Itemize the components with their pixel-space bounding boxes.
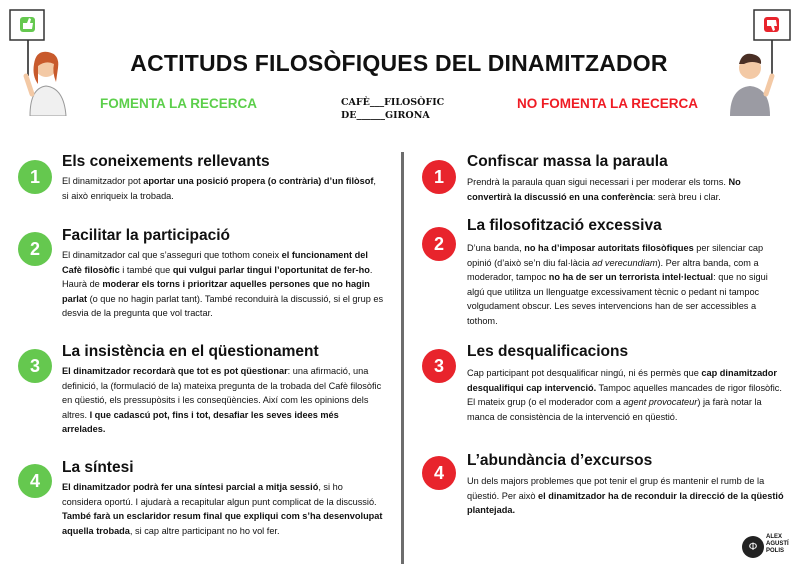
- cafe-filosofic-logo: [341, 96, 444, 122]
- no-fomenta-heading: NO FOMENTA LA RECERCA: [517, 96, 698, 111]
- number-badge: 1: [422, 160, 456, 194]
- author-logo-icon: Φ: [742, 536, 764, 558]
- number-badge: 2: [422, 227, 456, 261]
- number-badge: 1: [18, 160, 52, 194]
- italic-text: ad verecundiam: [592, 257, 658, 268]
- item-title: La síntesi: [62, 459, 134, 476]
- plain-text: El dinamitzador pot: [62, 176, 144, 186]
- bold-text: qui vulgui parlar tingui l’oportunitat de fer-ho: [172, 264, 370, 275]
- italic-text: agent provocateur: [623, 397, 698, 408]
- plain-text: : que no sigui algú que utilitza un llenguatge excessivament tècnic o pedant ni tampoc volgudament obscur. Les seves intervencions han de ser accessibles a tothom.: [467, 272, 768, 326]
- plain-text: D’una banda,: [467, 243, 525, 253]
- bold-text: no ha de ser un terrorista intel·lectual: [548, 272, 714, 283]
- number-badge: 3: [422, 349, 456, 383]
- item-text: [467, 241, 785, 329]
- item-text: [62, 248, 384, 321]
- item-title: Els coneixements rellevants: [62, 153, 270, 170]
- item-title: Confiscar massa la paraula: [467, 153, 668, 170]
- author-line-1: ALEX: [766, 534, 783, 540]
- plain-text: ) ja farà notar la manca de consistència de la intervenció en qüestió.: [467, 397, 762, 422]
- fomenta-heading: FOMENTA LA RECERCA: [100, 96, 257, 111]
- plain-text: , si això enriqueix la trobada.: [62, 176, 376, 201]
- plain-text: . Haurà de: [62, 264, 373, 290]
- bold-text: El dinamitzador recordarà que tot es pot qüestionar: [62, 366, 288, 376]
- item-text: [62, 480, 384, 538]
- author-name: [766, 534, 789, 555]
- plain-text: : serà breu i clar.: [652, 191, 721, 202]
- plain-text: (o que no hagin parlat tant). També reconduirà la discussió, si el grup es desvia de la pregunta que vol tractar.: [62, 293, 384, 319]
- plain-text: Un dels majors problemes que pot tenir el grup és mantenir el rumb de la qüestió. Per això: [467, 476, 765, 501]
- plain-text: El dinamitzador cal que s’asseguri que tothom coneix: [62, 250, 282, 260]
- item-title: L’abundància d’excursos: [467, 452, 653, 469]
- plain-text: Prendrà la paraula quan sigui necessari i per moderar els torns.: [467, 177, 729, 187]
- item-title: Facilitar la participació: [62, 227, 230, 244]
- item-text: [62, 174, 382, 203]
- plain-text: i també que: [119, 264, 173, 275]
- column-divider: [401, 152, 404, 564]
- plain-text: per silenciar cap opinió (d’això se’n diu fal·làcia: [467, 243, 764, 268]
- plain-text: Tampoc aquelles mancades de rigor filosòfic. El mateix grup (o el moderador com a: [467, 382, 782, 408]
- logo-line-2: DE______GIRONA: [341, 110, 430, 121]
- item-text: [467, 474, 785, 518]
- item-title: La filosofització excessiva: [467, 217, 662, 234]
- author-line-3: POLIS: [766, 548, 785, 554]
- page-title: ACTITUDS FILOSÒFIQUES DEL DINAMITZADOR: [130, 50, 668, 76]
- plain-text: , si cap altre participant no ho vol fer.: [129, 525, 280, 536]
- author-line-2: AGUSTÍ: [766, 541, 789, 547]
- bold-text: També farà un esclaridor resum final que expliqui com s’ha desenvolupat aquella trobada: [62, 511, 383, 536]
- bold-text: aportar una posició propera (o contrària) d’un filòsof: [143, 176, 374, 186]
- bold-text: cap dinamitzador desqualifiqui cap intervenció.: [467, 368, 777, 393]
- bold-text: No convertirà la discussió en una conferència: [467, 177, 741, 202]
- number-badge: 4: [18, 464, 52, 498]
- item-text: [467, 175, 785, 204]
- bold-text: no ha d’imposar autoritats filosòfiques: [524, 243, 694, 253]
- plain-text: ). Per altra banda, com a moderador, tampoc: [467, 257, 759, 283]
- bold-text: el funcionament del Cafè filosòfic: [62, 250, 368, 275]
- bold-text: I que cadascú pot, fins i tot, desafiar les seves idees més arrelades.: [62, 409, 339, 435]
- bold-text: moderar els torns i prioritzar aquelles persones que no hagin parlat: [62, 279, 370, 304]
- logo-line-1: CAFÈ___FILOSÒFIC: [341, 97, 445, 108]
- number-badge: 3: [18, 349, 52, 383]
- item-text: [467, 366, 785, 424]
- plain-text: , si ho considera oportú. I ajudarà a recapitular algun punt complicat de la discussió.: [62, 482, 377, 507]
- bold-text: el dinamitzador ha de reconduir la direcció de la qüestió plantejada.: [467, 490, 784, 516]
- number-badge: 2: [18, 232, 52, 266]
- plain-text: : una afirmació, una definició, la (formulació de la) mateixa pregunta de la trobada del Cafè filosòfic en qüestió, els pressupòsits i les conseqüències. Així com les opinions dels altres.: [62, 366, 382, 420]
- bold-text: El dinamitzador podrà fer una síntesi parcial a mitja sessió: [62, 482, 319, 492]
- item-title: Les desqualificacions: [467, 343, 629, 360]
- plain-text: Cap participant pot desqualificar ningú, ni és permès que: [467, 368, 702, 378]
- number-badge: 4: [422, 456, 456, 490]
- item-title: La insistència en el qüestionament: [62, 343, 319, 360]
- item-text: [62, 364, 384, 437]
